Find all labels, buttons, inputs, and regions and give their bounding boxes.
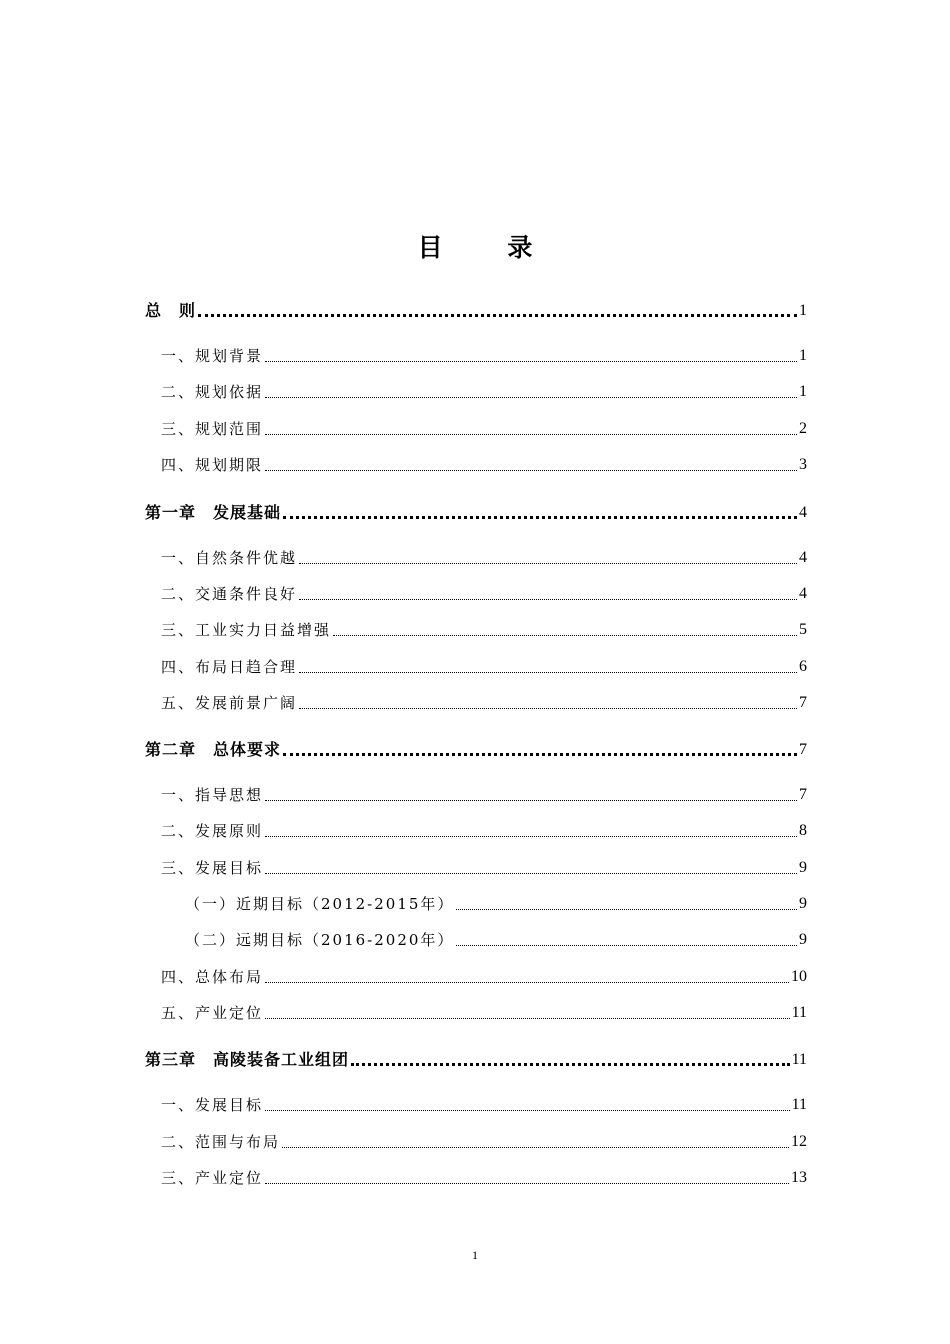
toc-entry[interactable] <box>145 853 807 879</box>
toc-entry-label: （一）近期目标（2012-2015年） <box>185 895 455 913</box>
toc-entry-page: 7 <box>799 741 807 758</box>
toc-entry-page: 9 <box>799 859 807 876</box>
toc-entry-page: 1 <box>799 347 807 364</box>
toc-entry-page: 9 <box>799 931 807 948</box>
dot-leader <box>265 1110 790 1111</box>
dot-leader <box>265 361 797 362</box>
dot-leader <box>265 1018 790 1019</box>
toc-entry-label: 四、总体布局 <box>161 968 264 986</box>
toc-entry[interactable] <box>145 735 807 761</box>
dot-leader <box>265 836 797 837</box>
toc-entry-label: 二、规划依据 <box>161 383 264 401</box>
toc-entry-page: 2 <box>799 420 807 437</box>
toc-entry[interactable] <box>145 998 807 1024</box>
toc-entry-page: 4 <box>799 549 807 566</box>
toc-entry-label: 二、范围与布局 <box>161 1133 281 1151</box>
toc-entry-label: 一、自然条件优越 <box>161 549 298 567</box>
toc-entry-label: 二、交通条件良好 <box>161 585 298 603</box>
toc-entry[interactable] <box>145 652 807 678</box>
toc-entry[interactable] <box>145 498 807 524</box>
toc-entry-label: 第二章 总体要求 <box>145 740 282 759</box>
dot-leader <box>456 909 797 910</box>
dot-leader <box>265 470 797 471</box>
toc-title: 目 录 <box>417 233 561 262</box>
toc-entry-label: 三、规划范围 <box>161 420 264 438</box>
toc-entry-label: 五、发展前景广阔 <box>161 694 298 712</box>
dot-leader <box>299 563 797 564</box>
toc-entry-page: 3 <box>799 456 807 473</box>
toc-entry-page: 11 <box>791 1004 807 1021</box>
toc-entry-page: 8 <box>799 822 807 839</box>
page-number: 1 <box>472 1248 478 1262</box>
dot-leader <box>198 314 797 317</box>
dot-leader <box>456 945 797 946</box>
toc-entry-page: 4 <box>799 585 807 602</box>
dot-leader <box>299 599 797 600</box>
toc-entry[interactable] <box>145 1127 807 1153</box>
toc-entry-label: 四、规划期限 <box>161 456 264 474</box>
toc-entry-label: 三、工业实力日益增强 <box>161 621 332 639</box>
toc-entry[interactable] <box>145 1090 807 1116</box>
toc-entry-page: 9 <box>799 895 807 912</box>
dot-leader <box>333 635 797 636</box>
toc-entry-label: （二）远期目标（2016-2020年） <box>185 931 455 949</box>
toc-entry-page: 4 <box>799 504 807 521</box>
toc-entry[interactable] <box>145 377 807 403</box>
toc-entry-label: 四、布局日趋合理 <box>161 658 298 676</box>
toc-entry-label: 三、产业定位 <box>161 1169 264 1187</box>
toc-entry[interactable] <box>145 341 807 367</box>
toc-entry-label: 总 则 <box>145 301 197 320</box>
dot-leader <box>265 873 797 874</box>
toc-entry[interactable] <box>145 688 807 714</box>
dot-leader <box>282 1147 789 1148</box>
toc-entry[interactable] <box>145 543 807 569</box>
dot-leader <box>283 753 797 756</box>
toc-entry-label: 三、发展目标 <box>161 859 264 877</box>
toc-entry-label: 第三章 高陵装备工业组团 <box>145 1050 350 1069</box>
toc-entry[interactable] <box>145 615 807 641</box>
toc-entry-page: 13 <box>791 1169 807 1186</box>
dot-leader <box>265 800 797 801</box>
toc-entry-page: 1 <box>799 302 807 319</box>
toc-entry-page: 1 <box>799 383 807 400</box>
toc-entry[interactable] <box>145 1163 807 1189</box>
toc-entry-label: 五、产业定位 <box>161 1004 264 1022</box>
toc-entry-label: 一、规划背景 <box>161 347 264 365</box>
toc-entry[interactable] <box>145 1045 807 1071</box>
dot-leader <box>265 397 797 398</box>
toc-entry-page: 7 <box>799 694 807 711</box>
toc-entry[interactable] <box>145 816 807 842</box>
toc-entry-label: 一、发展目标 <box>161 1096 264 1114</box>
dot-leader <box>299 708 797 709</box>
toc-entry-page: 10 <box>791 968 807 985</box>
toc-entry-page: 11 <box>791 1096 807 1113</box>
toc-entry[interactable] <box>145 296 807 322</box>
toc-entry[interactable] <box>145 962 807 988</box>
dot-leader <box>351 1063 790 1066</box>
toc-entry[interactable] <box>145 450 807 476</box>
dot-leader <box>283 516 797 519</box>
toc-entry-page: 6 <box>799 658 807 675</box>
dot-leader <box>265 1183 789 1184</box>
toc-entry-page: 7 <box>799 786 807 803</box>
toc-entry-label: 一、指导思想 <box>161 786 264 804</box>
toc-entry-page: 5 <box>799 621 807 638</box>
toc-entry-page: 11 <box>791 1051 807 1068</box>
toc-entry[interactable] <box>145 579 807 605</box>
toc-entry-label: 第一章 发展基础 <box>145 503 282 522</box>
toc-entry-page: 12 <box>791 1133 807 1150</box>
dot-leader <box>265 434 797 435</box>
dot-leader <box>265 982 789 983</box>
dot-leader <box>299 672 797 673</box>
toc-entry[interactable] <box>145 780 807 806</box>
toc-entry[interactable] <box>145 925 807 951</box>
toc-entry-label: 二、发展原则 <box>161 822 264 840</box>
toc-entry[interactable] <box>145 889 807 915</box>
toc-entry[interactable] <box>145 414 807 440</box>
